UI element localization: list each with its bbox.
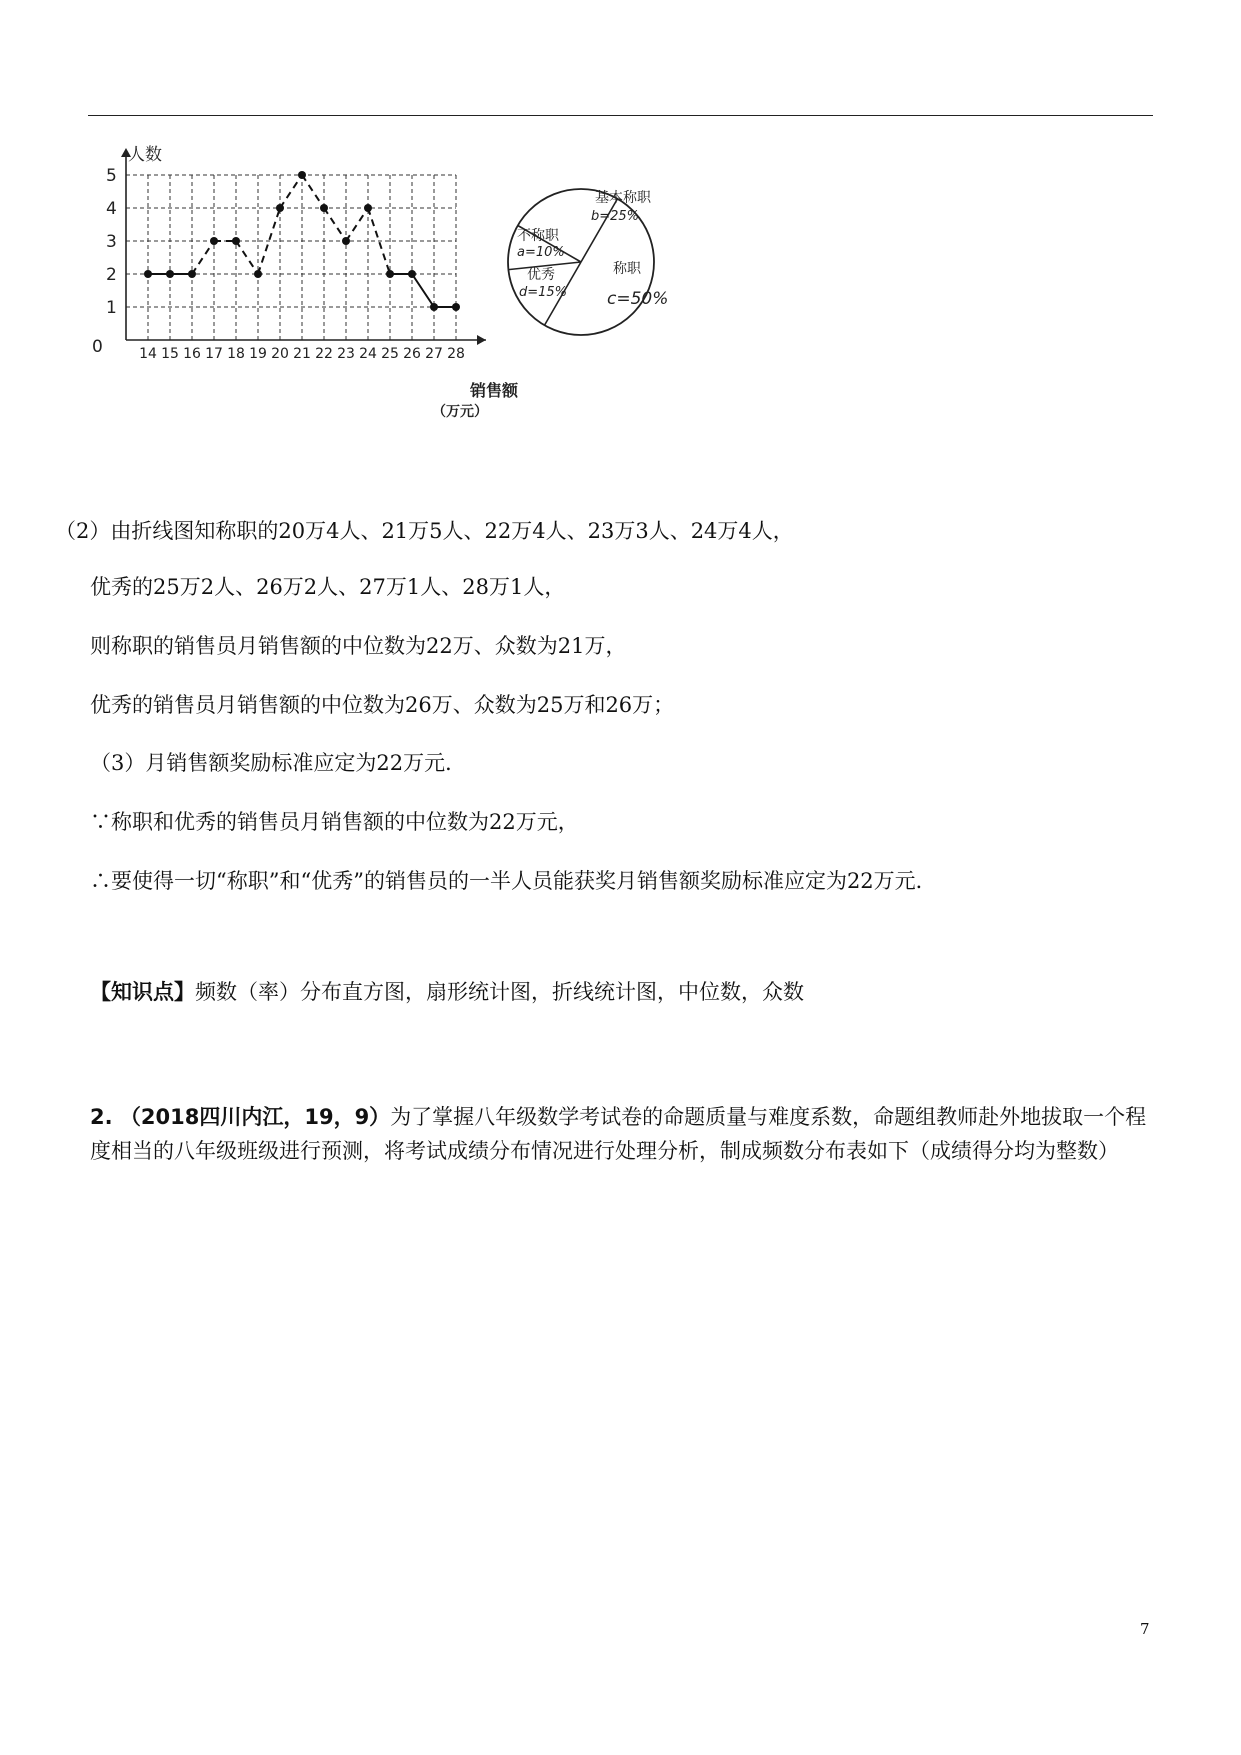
x-tick-label: 16 [183,346,201,362]
x-tick-label: 24 [359,346,377,362]
x-tick-label: 22 [315,346,333,362]
pie-slice-value: d=15% [519,285,568,300]
data-point [276,204,284,212]
data-point [430,303,438,311]
data-point [364,204,372,212]
x-tick-label: 23 [337,346,355,362]
pie-slice-label: 基本称职 [595,190,651,206]
pie-slice-label: 称职 [613,261,641,277]
series-segment [324,208,346,241]
header-rule [88,115,1153,116]
data-point [254,270,262,278]
pie-slice-label: 不称职 [517,228,559,244]
solution-line-2: 优秀的25万2人、26万2人、27万1人、28万1人， [90,575,566,599]
series-segment [346,208,368,241]
question-2-header: 2. （2018四川内江，19，9） [90,1105,391,1129]
figures [88,140,748,425]
x-axis-unit: （万元） [432,404,488,420]
solution-line-4: 优秀的销售员月销售额的中位数为26万、众数为25万和26万； [90,693,675,717]
solution-line-7: ∴要使得一切“称职”和“优秀”的销售员的一半人员能获奖月销售额奖励标准应定为22万元． [90,869,937,893]
knowledge-text: 频数（率）分布直方图，扇形统计图，折线统计图，中位数，众数 [195,980,804,1004]
x-tick-label: 20 [271,346,289,362]
y-tick-label: 3 [106,232,117,252]
pie-slice-value: a=10% [517,245,565,260]
pie-chart [503,140,743,425]
data-point [232,237,240,245]
solution-line-6: ∵称职和优秀的销售员月销售额的中位数为22万元， [90,810,579,834]
data-point [210,237,218,245]
question-2-text: 为了掌握八年级数学考试卷的命题质量与难度系数，命题组教师赴外地拔取一个程度相当的八年级班级进行预测，将考试成绩分布情况进行处理分析，制成频数分布表如下（成绩得分均为整数） [90,1105,1147,1163]
series-segment [280,175,302,208]
knowledge-label: 【知识点】 [90,980,195,1004]
solution-line-5: （3）月销售额奖励标准应定为22万元． [90,751,467,775]
knowledge-points [90,977,804,1007]
y-tick-label: 2 [106,265,117,285]
x-tick-label: 18 [227,346,245,362]
y-tick-label: 5 [106,166,117,186]
solution-line-3: 则称职的销售员月销售额的中位数为22万、众数为21万， [90,634,627,658]
series-segment [192,241,214,274]
data-point [452,303,460,311]
data-point [144,270,152,278]
series-segment [236,241,258,274]
data-point [408,270,416,278]
data-point [342,237,350,245]
page-number: 7 [1140,1620,1150,1638]
x-axis-arrow [477,335,486,345]
pie-slice-value: b=25% [591,209,640,224]
x-tick-label: 21 [293,346,311,362]
x-axis-label: 销售额 [470,381,519,400]
x-tick-label: 26 [403,346,421,362]
y-tick-label: 0 [92,337,103,357]
x-tick-label: 28 [447,346,465,362]
x-tick-label: 15 [161,346,179,362]
x-tick-label: 19 [249,346,267,362]
question-2 [90,1100,1155,1168]
y-tick-label: 4 [106,199,117,219]
y-axis-label: 人数 [128,145,162,165]
data-point [298,171,306,179]
data-point [188,270,196,278]
y-tick-label: 1 [106,298,117,318]
data-point [166,270,174,278]
line-chart [88,140,528,425]
series-segment [412,274,434,307]
data-point [320,204,328,212]
pie-slice-label: 优秀 [527,267,555,283]
x-tick-label: 27 [425,346,443,362]
x-tick-label: 17 [205,346,223,362]
series-segment [302,175,324,208]
x-tick-label: 14 [139,346,157,362]
pie-slice-value: c=50% [607,289,669,309]
data-point [386,270,394,278]
solution-line-1: （2）由折线图知称职的20万4人、21万5人、22万4人、23万3人、24万4人， [55,519,794,543]
x-tick-label: 25 [381,346,399,362]
